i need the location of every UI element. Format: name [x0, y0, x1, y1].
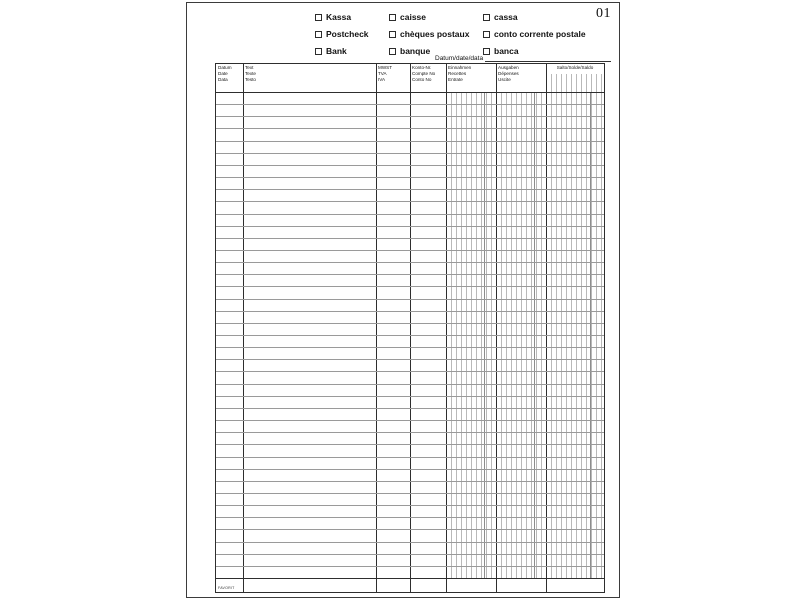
grid-row-line	[216, 384, 604, 385]
grid-row-line	[216, 250, 604, 251]
checkbox-row	[315, 30, 611, 43]
checkbox-item-postcheck[interactable]	[315, 30, 389, 39]
grid-row-line	[216, 578, 604, 579]
grid-row-line	[216, 347, 604, 348]
grid-column-line	[581, 74, 582, 92]
checkbox-empty-icon[interactable]	[389, 14, 396, 21]
grid-row-line	[216, 299, 604, 300]
checkbox-empty-icon[interactable]	[389, 31, 396, 38]
grid-column-line	[243, 64, 244, 592]
grid-row-line	[216, 335, 604, 336]
grid-row-line	[216, 396, 604, 397]
date-field-label: Datum/date/data	[435, 55, 484, 62]
column-header-date: Datum Date Data	[218, 65, 232, 83]
checkbox-item-conto-corrente-postale[interactable]	[483, 30, 611, 39]
grid-row-line	[216, 481, 604, 482]
checkbox-row	[315, 13, 611, 26]
grid-row-line	[216, 201, 604, 202]
grid-row-line	[216, 554, 604, 555]
grid-row-line	[216, 505, 604, 506]
grid-row-line	[216, 238, 604, 239]
checkbox-label: banque	[400, 46, 431, 56]
column-header-account-no: Konto-Nr. Compte No Conto No	[412, 65, 436, 83]
checkbox-item-cheques-postaux[interactable]	[389, 30, 483, 39]
grid-column-line	[376, 64, 377, 592]
grid-row-line	[216, 116, 604, 117]
ledger-table[interactable]	[215, 63, 605, 593]
checkbox-item-caisse[interactable]	[389, 13, 483, 22]
grid-column-line	[551, 74, 552, 92]
grid-row-line	[216, 226, 604, 227]
grid-column-line	[566, 74, 567, 92]
grid-row-line	[216, 128, 604, 129]
grid-row-line	[216, 444, 604, 445]
grid-column-line	[576, 74, 577, 92]
checkbox-empty-icon[interactable]	[315, 31, 322, 38]
grid-row-line	[216, 165, 604, 166]
grid-column-line	[586, 74, 587, 92]
grid-column-line	[446, 64, 447, 592]
grid-row-line	[216, 262, 604, 263]
column-header-vat: MWST TVA IVA	[378, 65, 393, 83]
grid-column-line	[601, 74, 602, 92]
grid-column-line	[496, 64, 497, 592]
checkbox-empty-icon[interactable]	[315, 14, 322, 21]
grid-row-line	[216, 469, 604, 470]
grid-row-line	[216, 153, 604, 154]
checkbox-item-cassa[interactable]	[483, 13, 611, 22]
grid-column-line	[546, 64, 547, 592]
grid-row-line	[216, 493, 604, 494]
ledger-sheet	[186, 2, 620, 598]
checkbox-empty-icon[interactable]	[315, 48, 322, 55]
grid-row-line	[216, 408, 604, 409]
checkbox-label: chèques postaux	[400, 29, 470, 39]
date-field-rule[interactable]	[485, 55, 611, 62]
grid-row-line	[216, 189, 604, 190]
grid-row-line	[216, 566, 604, 567]
column-header-text: Text Texte Testo	[245, 65, 256, 83]
grid-row-line	[216, 177, 604, 178]
grid-column-line	[596, 74, 597, 92]
page-number: 01	[596, 6, 611, 21]
grid-row-line	[216, 104, 604, 105]
checkbox-label: Kassa	[326, 12, 352, 22]
grid-row-line	[216, 359, 604, 360]
checkbox-item-bank[interactable]	[315, 47, 389, 56]
grid-row-line	[216, 420, 604, 421]
grid-row-line	[216, 542, 604, 543]
grid-row-line	[216, 311, 604, 312]
date-field[interactable]	[435, 55, 611, 62]
checkbox-label: Postcheck	[326, 29, 369, 39]
grid-column-line	[591, 74, 592, 92]
checkbox-empty-icon[interactable]	[483, 48, 490, 55]
checkbox-label: conto corrente postale	[494, 29, 586, 39]
checkbox-label: banca	[494, 46, 519, 56]
grid-row-line	[216, 274, 604, 275]
grid-row-line	[216, 371, 604, 372]
grid-column-line	[571, 74, 572, 92]
checkbox-label: cassa	[494, 12, 518, 22]
column-header-expense: Ausgaben Dépenses Uscite	[498, 65, 519, 83]
checkbox-empty-icon[interactable]	[389, 48, 396, 55]
column-header-balance: Salto/Solde/Saldo	[556, 65, 594, 70]
grid-row-line	[216, 214, 604, 215]
grid-column-line	[561, 74, 562, 92]
brand-mark: FAVORIT	[218, 586, 235, 590]
grid-column-line	[556, 74, 557, 92]
grid-row-line	[216, 92, 604, 93]
column-header-income: Einnahmen Recettes Entrate	[448, 65, 472, 83]
checkbox-label: caisse	[400, 12, 426, 22]
grid-row-line	[216, 457, 604, 458]
grid-row-line	[216, 286, 604, 287]
checkbox-label: Bank	[326, 46, 347, 56]
grid-column-line	[410, 64, 411, 592]
grid-row-line	[216, 517, 604, 518]
checkbox-item-kassa[interactable]	[315, 13, 389, 22]
grid-row-line	[216, 323, 604, 324]
grid-row-line	[216, 141, 604, 142]
grid-row-line	[216, 529, 604, 530]
checkbox-empty-icon[interactable]	[483, 31, 490, 38]
grid-row-line	[216, 432, 604, 433]
checkbox-empty-icon[interactable]	[483, 14, 490, 21]
